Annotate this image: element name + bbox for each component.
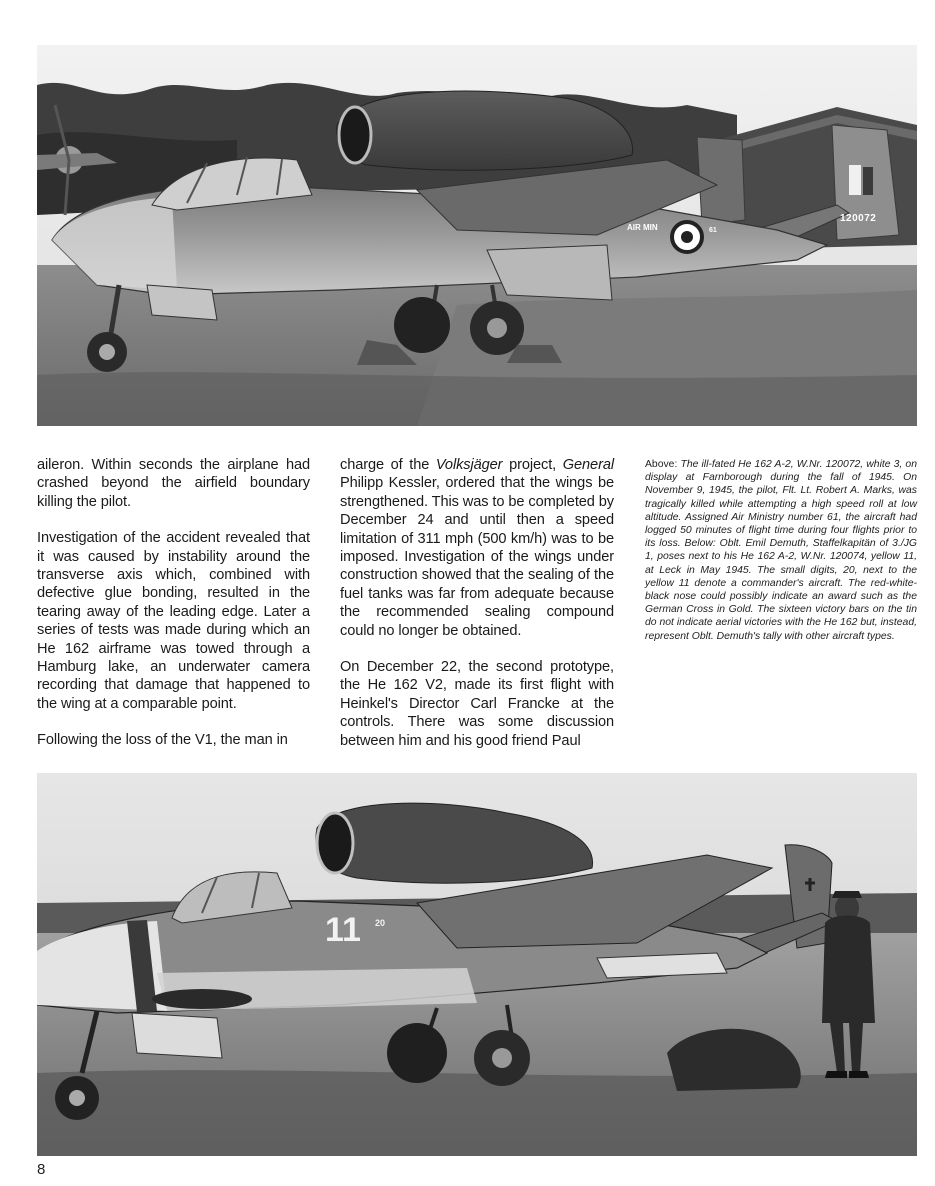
col1-paragraph-2: Investigation of the accident revealed that it was caused by instability around the transverse axis which, combined with defective glue bonding, resulted in the tearing away of the leading edge. Later a series of tests was made during which an He 162 airframe was towed through a Hamburg lake, an underwater camera recording that damage that happened to the wing at a comparable point. <box>37 530 310 712</box>
photo-he162-farnborough <box>37 45 917 426</box>
col2-paragraph-1 <box>340 456 614 640</box>
photo-he162-leck <box>37 773 917 1156</box>
commander-digits-marking: 20 <box>375 918 386 928</box>
col2-p1-italic-general: General <box>562 457 614 473</box>
air-min-marking: AIR MIN <box>627 223 658 232</box>
serial-marking: 120072 <box>840 213 877 224</box>
col2-p1-before: charge of the <box>340 457 436 473</box>
text-column-2 <box>340 456 614 768</box>
photo-top-drawing <box>37 45 917 426</box>
col2-p1-middle: project, <box>502 457 563 473</box>
col1-paragraph-3: Following the loss of the V1, the man in <box>37 732 288 749</box>
caption-lead: Above: <box>645 459 681 470</box>
aircraft-number-marking: 11 <box>325 911 361 949</box>
unit-number-marking: 61 <box>709 227 717 234</box>
text-column-1 <box>37 456 310 768</box>
col2-paragraph-2: On December 22, the second prototype, the He 162 V2, made its first flight with Heinkel's Director Carl Francke at the controls. There was some discussion between him and his good friend Paul <box>340 659 614 749</box>
photo-bottom-drawing <box>37 773 917 1156</box>
col2-p1-italic-volksjager: Volksjäger <box>435 457 503 473</box>
caption-text: The ill-fated He 162 A-2, W.Nr. 120072, white 3, on display at Farnborough during the fall of 1945. On November 9, 1945, the pilot, Flt. Lt. Robert A. Marks, was tragically killed while attempting a high speed roll at low altitude. Assigned Air Ministry number 61, the aircraft had logged 50 minutes of flight time during four flights prior to its loss. Below: Oblt. Emil Demuth, Staffelkapitän of 3./JG 1, poses next to his He 162 A-2, W.Nr. 120074, yellow 11, at Leck in May 1945. The small digits, 20, next to the yellow 11 denote a commander's aircraft. The red-white-black nose could possibly indicate an award such as the German Cross in Gold. The sixteen victory bars on the tin do not indicate aerial victories with the He 162 but, instead, represent Oblt. Demuth's tally with other aircraft types. <box>645 459 917 642</box>
col1-paragraph-1: aileron. Within seconds the airplane had crashed beyond the airfield boundary killing the pilot. <box>37 457 310 510</box>
page-number: 8 <box>37 1161 46 1178</box>
col2-p1-after: Philipp Kessler, ordered that the wings be strengthened. This was to be completed by December 24 and until then a speed limitation of 311 mph (500 km/h) was to be imposed. Investigation of the wings under construction showed that the sealing of the fuel tanks was far from adequate because the recommended sealing compound could no longer be obtained. <box>340 475 614 639</box>
photo-caption <box>645 458 917 643</box>
